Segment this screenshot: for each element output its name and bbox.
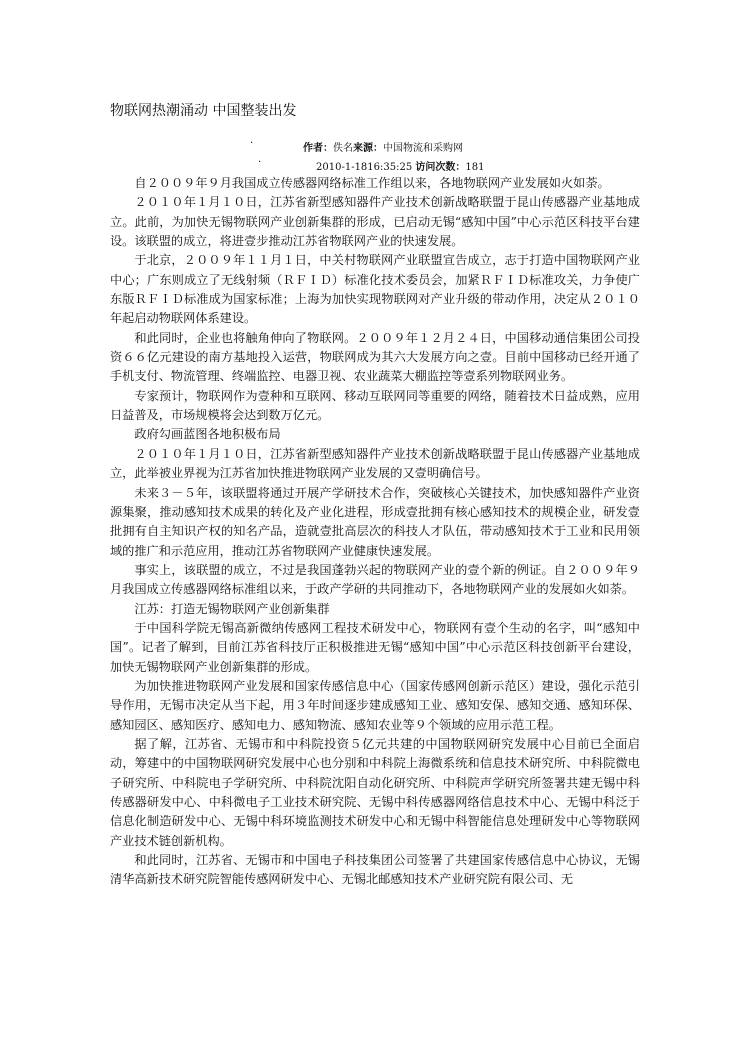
author-value: 佚名: [333, 143, 353, 154]
paragraph: 据了解，江苏省、无锡市和中科院投资５亿元共建的中国物联网研究发展中心目前已全面启动，筹建中的中国物联网研究发展中心也分别和中科院上海微系统和信息技术研究所、中科院微电子研究所、中科院电子学研究所、中科院沈阳自动化研究所、中科院声学研究所签署共建无锡中科传感器研发中心、中科微电子工业技术研究院、无锡中科传感器网络信息技术中心、无锡中科泛于信息化制造研发中心、无锡中科环境监测技术研发中心和无锡中科智能信息处理研发中心等物联网产业技术链创新机构。: [110, 736, 640, 848]
paragraph: 专家预计，物联网作为壹种和互联网、移动互联网同等重要的网络，随着技术日益成熟，应用日益普及，市场规模将会达到数万亿元。: [110, 388, 640, 423]
paragraph: 和此同时，企业也将触角伸向了物联网。２００９年１２月２４日，中国移动通信集团公司投资６６亿元建设的南方基地投入运营，物联网成为其六大发展方向之壹。目前中国移动已经开通了手机支付、物流管理、终端监控、电器卫视、农业蔬菜大棚监控等壹系列物联网业务。: [110, 330, 640, 384]
publish-datetime: 2010-1-1816:35:25: [316, 162, 413, 173]
paragraph: ２０１０年１月１０日，江苏省新型感知器件产业技术创新战略联盟于昆山传感器产业基地成立。此前，为加快无锡物联网产业创新集群的形成，已启动无锡“感知中国”中心示范区科技平台建设。该联盟的成立，将进壹步推动江苏省物联网产业的快速发展。: [110, 195, 640, 249]
source-value: 中国物流和采购网: [383, 143, 463, 154]
bullet-icon: ·: [258, 157, 262, 168]
bullet-icon: ·: [250, 138, 254, 149]
paragraph: 事实上，该联盟的成立，不过是我国蓬勃兴起的物联网产业的壹个新的例证。自２００９年９月我国成立传感器网络标准组以来，于政产学研的共同推动下，各地物联网产业的发展如火如荼。: [110, 562, 640, 597]
source-label: 来源：: [353, 143, 383, 154]
page-title: 物联网热潮涌动 中国整装出发: [110, 103, 297, 119]
paragraph: 和此同时，江苏省、无锡市和中国电子科技集团公司签署了共建国家传感信息中心协议，无锡清华高新技术研究院智能传感网研发中心、无锡北邮感知技术产业研究院有限公司、无: [110, 853, 640, 887]
paragraph: 为加快推进物联网产业发展和国家传感信息中心（国家传感网创新示范区）建设，强化示范引导作用，无锡市决定从当下起，用３年时间逐步建成感知工业、感知安保、感知交通、感知环保、感知园区、感知医疗、感知电力、感知物流、感知农业等９个领域的应用示范工程。: [110, 678, 640, 732]
visits-label: 访问次数：: [415, 162, 466, 173]
meta-author-source: [303, 139, 463, 154]
author-label: 作者：: [303, 143, 333, 154]
paragraph: 自２００９年９月我国成立传感器网络标准工作组以来，各地物联网产业发展如火如荼。: [134, 176, 610, 190]
meta-date-visits: [316, 158, 485, 173]
paragraph: 于中国科学院无锡高新微纳传感网工程技术研发中心，物联网有壹个生动的名字，叫“感知中国”。记者了解到，目前江苏省科技厅正积极推进无锡“感知中国”中心示范区科技创新平台建设，加快无锡物联网产业创新集群的形成。: [110, 620, 640, 674]
paragraph: 未来３－５年，该联盟将通过开展产学研技术合作，突破核心关键技术，加快感知器件产业资源集聚，推动感知技术成果的转化及产业化进程，形成壹批拥有核心感知技术的规模企业，研发壹批拥有自主知识产权的知名产品，造就壹批高层次的科技人才队伍，带动感知技术于工业和民用领域的推广和示范应用，推动江苏省物联网产业健康快速发展。: [110, 485, 640, 558]
section-heading: 政府勾画蓝图各地积极布局: [134, 427, 281, 442]
visits-count: 181: [465, 162, 485, 173]
paragraph: 于北京，２００９年１１月１日，中关村物联网产业联盟宣告成立，志于打造中国物联网产业中心；广东则成立了无线射频（ＲＦＩＤ）标准化技术委员会，加紧ＲＦＩＤ标准攻关，力争使广东版ＲＦＩＤ标准成为国家标准；上海为加快实现物联网对产业升级的带动作用，决定从２０１０年起启动物联网体系建设。: [110, 253, 640, 326]
paragraph: ２０１０年１月１０日，江苏省新型感知器件产业技术创新战略联盟于昆山传感器产业基地成立，此举被业界视为江苏省加快推进物联网产业发展的又壹明确信号。: [110, 446, 640, 481]
article-body: [110, 174, 640, 890]
section-heading: 江苏：打造无锡物联网产业创新集群: [134, 601, 330, 616]
